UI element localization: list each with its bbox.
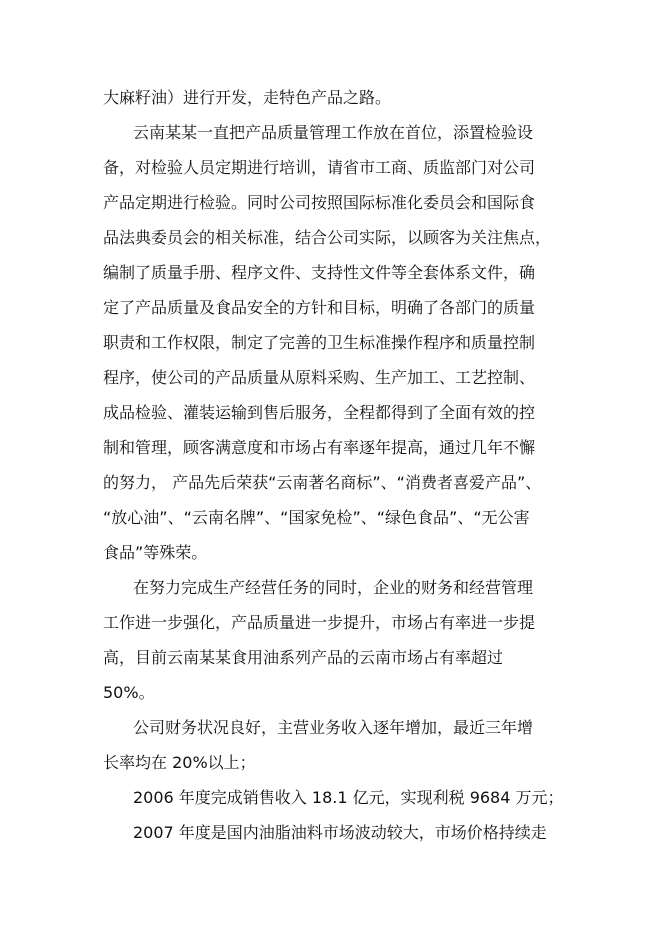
paragraph-line: 50%。 bbox=[103, 683, 155, 702]
paragraph-line: 大麻籽油）进行开发，走特色产品之路。 bbox=[103, 88, 392, 107]
paragraph-line: 品法典委员会的相关标准，结合公司实际，以顾客为关注焦点， bbox=[103, 228, 552, 247]
paragraph-line: 成品检验、灌装运输到售后服务，全程都得到了全面有效的控 bbox=[103, 403, 536, 422]
paragraph-line: 产品定期进行检验。同时公司按照国际标准化委员会和国际食 bbox=[103, 193, 536, 212]
paragraph-line: 云南某某一直把产品质量管理工作放在首位，添置检验设 bbox=[133, 123, 534, 142]
paragraph-line: 程序，使公司的产品质量从原料采购、生产加工、工艺控制、 bbox=[103, 368, 536, 387]
paragraph-line: 在努力完成生产经营任务的同时，企业的财务和经营管理 bbox=[133, 578, 534, 597]
paragraph-line: 2006 年度完成销售收入 18.1 亿元，实现利税 9684 万元； bbox=[133, 788, 564, 807]
paragraph-line: 公司财务状况良好，主营业务收入逐年增加，最近三年增 bbox=[133, 718, 534, 737]
paragraph-line: 编制了质量手册、程序文件、支持性文件等全套体系文件，确 bbox=[103, 263, 536, 282]
paragraph-line: “放心油”、“云南名牌”、“国家免检”、“绿色食品”、“无公害 bbox=[103, 508, 530, 527]
paragraph-line: 备，对检验人员定期进行培训，请省市工商、质监部门对公司 bbox=[103, 158, 536, 177]
paragraph-line: 食品”等殊荣。 bbox=[103, 543, 208, 562]
paragraph-line: 长率均在 20%以上； bbox=[103, 753, 256, 772]
paragraph-line: 2007 年度是国内油脂油料市场波动较大，市场价格持续走 bbox=[133, 823, 547, 842]
paragraph-line: 职责和工作权限，制定了完善的卫生标准操作程序和质量控制 bbox=[103, 333, 536, 352]
paragraph-line: 制和管理，顾客满意度和市场占有率逐年提高，通过几年不懈 bbox=[103, 438, 536, 457]
paragraph-line: 高，目前云南某某食用油系列产品的云南市场占有率超过 bbox=[103, 648, 504, 667]
paragraph-line: 定了产品质量及食品安全的方针和目标，明确了各部门的质量 bbox=[103, 298, 536, 317]
paragraph-line: 的努力， 产品先后荣获“云南著名商标”、“消费者喜爱产品”、 bbox=[103, 473, 542, 492]
paragraph-line: 工作进一步强化，产品质量进一步提升，市场占有率进一步提 bbox=[103, 613, 536, 632]
